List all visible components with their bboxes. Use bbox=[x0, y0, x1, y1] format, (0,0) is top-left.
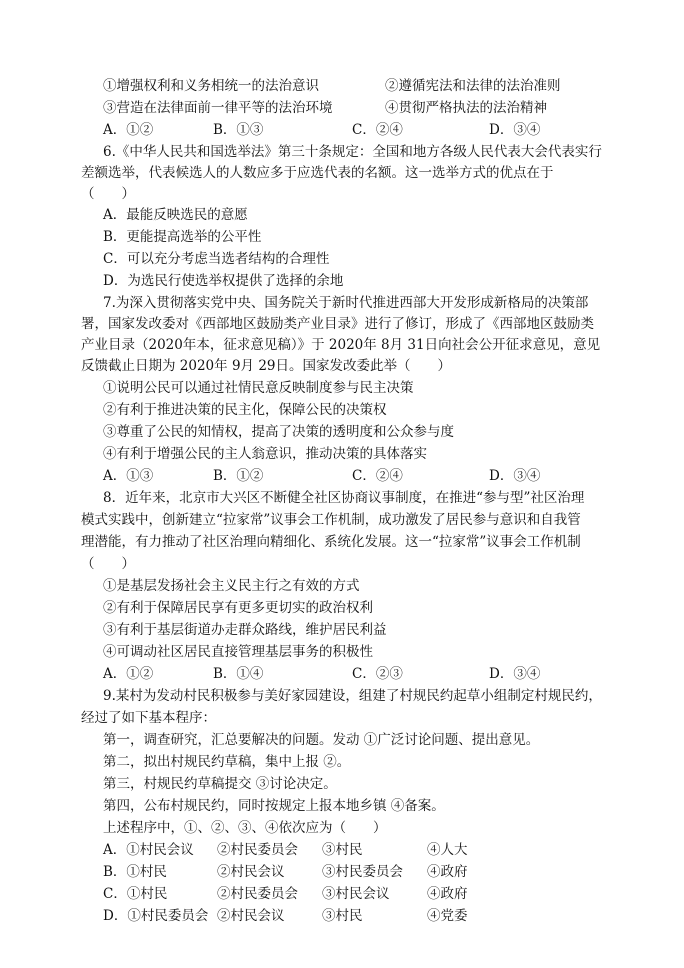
q6-option-c: C．可以充分考虑当选者结构的合理性 bbox=[103, 251, 330, 267]
q7-statement-3: ③尊重了公民的知情权，提高了决策的透明度和公众参与度 bbox=[103, 424, 454, 440]
q7-choice-c: C．②④ bbox=[352, 468, 403, 484]
q5-choice-d: D．③④ bbox=[489, 122, 541, 138]
q7-choice-a: A．①③ bbox=[103, 468, 154, 484]
q7-stem-line-3: 产业目录（2020年本，征求意见稿）》于 2020年 8月 31日向社会公开征求意见，意见 bbox=[81, 337, 601, 353]
q9-option-d-3: ③村民 bbox=[322, 908, 363, 924]
q8-statement-1: ①是基层发扬社会主义民主行之有效的方式 bbox=[103, 578, 360, 594]
q8-statement-3: ③有利于基层街道办走群众路线，维护居民利益 bbox=[103, 622, 387, 638]
q8-statement-4: ④可调动社区居民直接管理基层事务的积极性 bbox=[103, 644, 373, 660]
q9-option-d-1: D．①村民委员会 bbox=[103, 908, 209, 924]
q9-option-a-3: ③村民 bbox=[322, 842, 363, 858]
q7-stem-line-4: 反馈截止日期为 2020年 9月 29日。国家发改委此举（ ） bbox=[81, 358, 451, 374]
q8-choice-a: A．①② bbox=[103, 666, 154, 682]
q5-statement-4: ④贯彻严格执法的法治精神 bbox=[385, 100, 547, 116]
q7-choice-b: B．①② bbox=[213, 468, 264, 484]
q7-statement-2: ②有利于推进决策的民主化，保障公民的决策权 bbox=[103, 402, 387, 418]
q9-option-a-1: A．①村民会议 bbox=[103, 842, 194, 858]
q8-choice-d: D．③④ bbox=[489, 666, 541, 682]
q7-stem-line-2: 署，国家发改委对《西部地区鼓励类产业目录》进行了修订，形成了《西部地区鼓励类 bbox=[81, 316, 594, 332]
q6-answer-blank: （ ） bbox=[81, 186, 135, 202]
q9-stem-line-2: 经过了如下基本程序： bbox=[81, 710, 216, 726]
q9-step-4: 第四，公布村规民约，同时按规定上报本地乡镇 ④备案。 bbox=[103, 798, 445, 814]
q7-statement-4: ④有利于增强公民的主人翁意识，推动决策的具体落实 bbox=[103, 446, 427, 462]
q9-prompt: 上述程序中，①、②、③、④依次应为（ ） bbox=[103, 820, 387, 836]
q5-choice-b: B．①③ bbox=[213, 122, 264, 138]
q9-option-b-2: ②村民会议 bbox=[217, 864, 285, 880]
q6-option-d: D．为选民行使选举权提供了选择的余地 bbox=[103, 273, 344, 289]
q9-option-a-4: ④人大 bbox=[427, 842, 468, 858]
q9-option-b-1: B．①村民 bbox=[103, 864, 167, 880]
q7-statement-1: ①说明公民可以通过社情民意反映制度参与民主决策 bbox=[103, 380, 414, 396]
q8-stem-line-2: 模式实践中，创新建立“拉家常”议事会工作机制，成功激发了居民参与意识和自我管 bbox=[81, 512, 581, 528]
q5-choice-a: A．①② bbox=[103, 122, 154, 138]
q6-stem-line-2: 差额选举，代表候选人的人数应多于应选代表的名额。这一选举方式的优点在于 bbox=[81, 165, 554, 181]
q8-answer-blank: （ ） bbox=[81, 556, 135, 572]
q8-statement-2: ②有利于保障居民享有更多更切实的政治权利 bbox=[103, 600, 373, 616]
q8-stem-line-3: 理潜能，有力推动了社区治理向精细化、系统化发展。这一“拉家常”议事会工作机制 bbox=[81, 534, 581, 550]
q9-option-c-3: ③村民会议 bbox=[322, 886, 390, 902]
q9-step-2: 第二，拟出村规民约草稿，集中上报 ②。 bbox=[103, 754, 351, 770]
q8-choice-c: C．②③ bbox=[352, 666, 403, 682]
q7-choice-d: D．③④ bbox=[489, 468, 541, 484]
q9-option-d-4: ④党委 bbox=[427, 908, 468, 924]
q8-choice-b: B．①④ bbox=[213, 666, 264, 682]
q9-step-3: 第三，村规民约草稿提交 ③讨论决定。 bbox=[103, 776, 337, 792]
q9-option-a-2: ②村民委员会 bbox=[217, 842, 298, 858]
q5-statement-2: ②遵循宪法和法律的法治准则 bbox=[385, 78, 561, 94]
q9-option-b-4: ④政府 bbox=[427, 864, 468, 880]
q6-stem-line-1: 6.《中华人民共和国选举法》第三十条规定：全国和地方各级人民代表大会代表实行 bbox=[103, 144, 602, 160]
q9-option-d-2: ②村民会议 bbox=[217, 908, 285, 924]
q7-stem-line-1: 7.为深入贯彻落实党中央、国务院关于新时代推进西部大开发形成新格局的决策部 bbox=[103, 295, 589, 311]
q6-option-b: B．更能提高选举的公平性 bbox=[103, 229, 262, 245]
q5-statement-3: ③营造在法律面前一律平等的法治环境 bbox=[103, 100, 333, 116]
q5-statement-1: ①增强权利和义务相统一的法治意识 bbox=[103, 78, 319, 94]
q9-step-1: 第一，调查研究，汇总要解决的问题。发动 ①广泛讨论问题、提出意见。 bbox=[103, 732, 540, 748]
q8-stem-line-1: 8．近年来，北京市大兴区不断健全社区协商议事制度，在推进“参与型”社区治理 bbox=[103, 490, 585, 506]
q9-stem-line-1: 9.某村为发动村民积极参与美好家园建设，组建了村规民约起草小组制定村规民约， bbox=[103, 688, 602, 704]
q5-choice-c: C．②④ bbox=[352, 122, 403, 138]
q6-option-a: A．最能反映选民的意愿 bbox=[103, 207, 248, 223]
q9-option-c-1: C．①村民 bbox=[103, 886, 168, 902]
q9-option-c-2: ②村民委员会 bbox=[217, 886, 298, 902]
q9-option-c-4: ④政府 bbox=[427, 886, 468, 902]
q9-option-b-3: ③村民委员会 bbox=[322, 864, 403, 880]
